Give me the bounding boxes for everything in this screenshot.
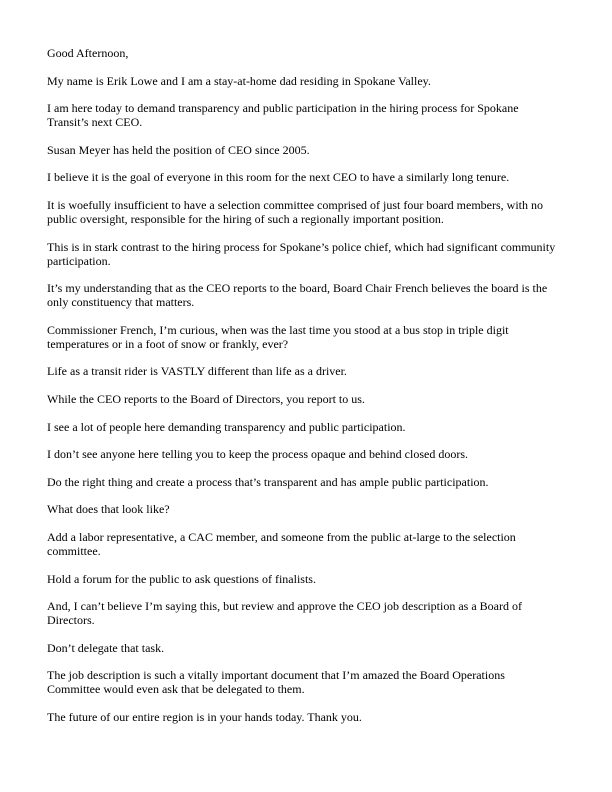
paragraph-committee: It is woefully insufficient to have a selection committee comprised of just four board members, with no public oversight, responsible for the hiring of such a regionally important position. [47,197,543,226]
paragraph-closing: The future of our entire region is in your hands today. Thank you. [47,709,362,724]
paragraph-board-chair: It’s my understanding that as the CEO reports to the board, Board Chair French believes the board is the only constituency that matters. [47,281,548,310]
paragraph-demand: I am here today to demand transparency and public participation in the hiring process for Spokane Transit’s next CEO. [47,101,519,130]
paragraph-report-to-us: While the CEO reports to the Board of Directors, you report to us. [47,391,365,406]
paragraph-dont-delegate: Don’t delegate that task. [47,640,165,655]
paragraph-no-one-opaque: I don’t see anyone here telling you to keep the process opaque and behind closed doors. [47,447,468,462]
paragraph-transit-rider: Life as a transit rider is VASTLY different than life as a driver. [47,364,347,379]
paragraph-job-description-review: And, I can’t believe I’m saying this, but review and approve the CEO job description as a Board of Directors. [47,599,522,628]
paragraph-commissioner-question: Commissioner French, I’m curious, when was the last time you stood at a bus stop in triple digit temperatures or in a foot of snow or frankly, ever? [47,322,509,351]
paragraph-police-chief: This is in stark contrast to the hiring process for Spokane’s police chief, which had significant community participation. [47,239,556,268]
paragraph-do-right-thing: Do the right thing and create a process that’s transparent and has ample public participation. [47,474,489,489]
paragraph-current-ceo: Susan Meyer has held the position of CEO since 2005. [47,142,310,157]
paragraph-people-demanding: I see a lot of people here demanding transparency and public participation. [47,419,406,434]
paragraph-job-description-importance: The job description is such a vitally important document that I’m amazed the Board Operations Committee would even ask that be delegated to them. [47,668,505,697]
paragraph-tenure: I believe it is the goal of everyone in this room for the next CEO to have a similarly long tenure. [47,170,510,185]
paragraph-what-look-like: What does that look like? [47,502,170,517]
paragraph-add-members: Add a labor representative, a CAC member, and someone from the public at-large to the selection committee. [47,529,516,558]
paragraph-hold-forum: Hold a forum for the public to ask questions of finalists. [47,571,316,586]
greeting: Good Afternoon, [47,46,129,60]
paragraph-introduction: My name is Erik Lowe and I am a stay-at-home dad residing in Spokane Valley. [47,73,431,88]
document-body [47,46,557,737]
